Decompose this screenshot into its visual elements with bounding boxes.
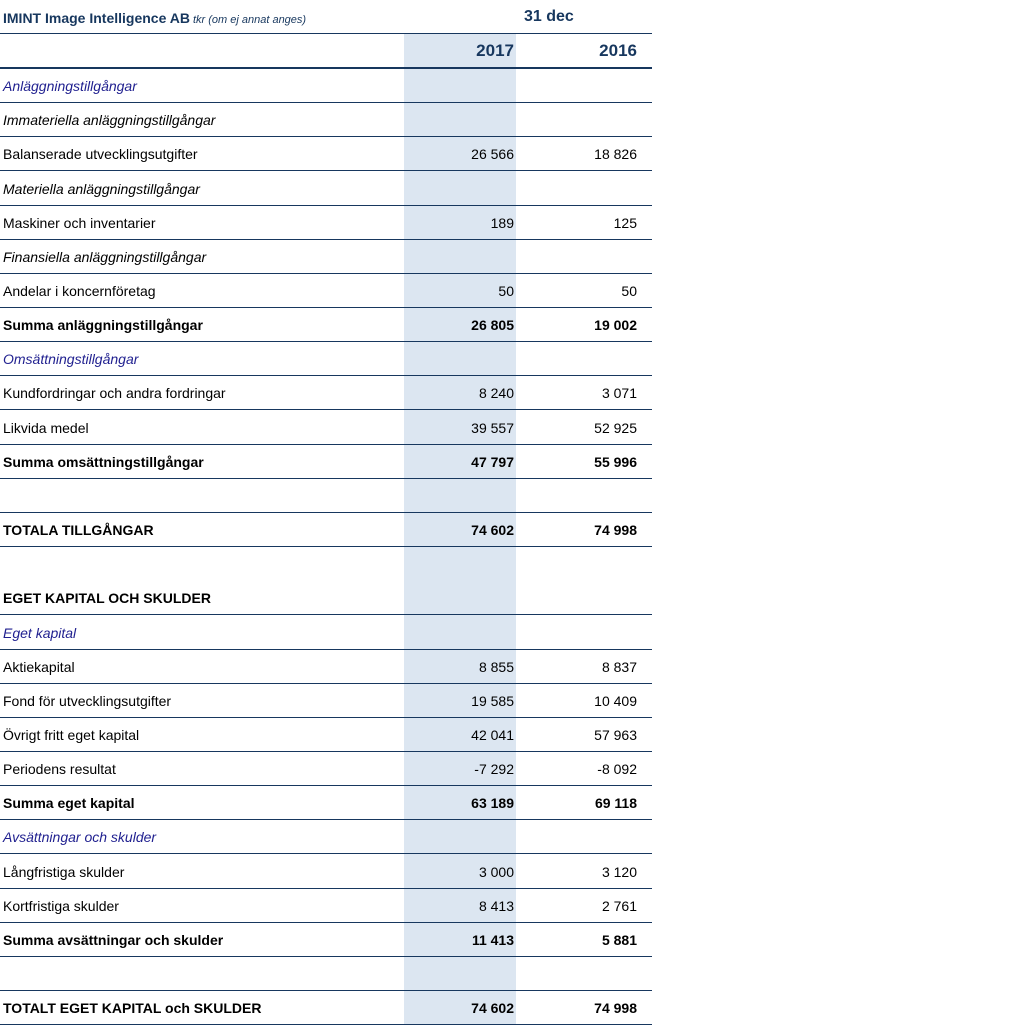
- value-2017: 8 855: [478, 658, 514, 675]
- row-label: Summa eget kapital: [3, 795, 135, 812]
- row-label: Kortfristiga skulder: [3, 897, 119, 914]
- row-label: Summa anläggningstillgångar: [3, 317, 203, 334]
- table-row: [0, 615, 652, 649]
- table-row: [0, 786, 652, 820]
- company-name: IMINT Image Intelligence AB: [3, 10, 190, 26]
- year-header-row: [0, 34, 652, 69]
- value-2017: 3 000: [478, 863, 514, 880]
- row-label: Summa omsättningstillgångar: [3, 453, 204, 470]
- row-label: Omsättningstillgångar: [3, 351, 139, 368]
- table-row: [0, 206, 652, 240]
- row-label: TOTALA TILLGÅNGAR: [3, 522, 154, 539]
- value-2016: 19 002: [594, 317, 637, 334]
- row-label: Eget kapital: [3, 624, 77, 641]
- row-label: Aktiekapital: [3, 658, 75, 675]
- row-label: Periodens resultat: [3, 761, 116, 778]
- table-row: [0, 171, 652, 205]
- table-header: [0, 0, 652, 34]
- row-label: Avsättningar och skulder: [3, 829, 157, 846]
- table-row: [0, 342, 652, 376]
- row-label: Långfristiga skulder: [3, 863, 125, 880]
- value-2016: 5 881: [601, 931, 637, 948]
- table-row: [0, 513, 652, 547]
- year-2016-header: 2016: [599, 41, 637, 60]
- unit-note: tkr (om ej annat anges): [192, 14, 307, 26]
- row-label: Summa avsättningar och skulder: [3, 931, 224, 948]
- company-title: [3, 10, 306, 26]
- row-label: Likvida medel: [3, 419, 89, 436]
- value-2016: 74 998: [594, 522, 637, 539]
- table-row: [0, 650, 652, 684]
- table-row: [0, 957, 652, 991]
- value-2016: 8 837: [601, 658, 637, 675]
- value-2017: 74 602: [471, 522, 514, 539]
- value-2016: 18 826: [594, 146, 637, 163]
- table-row: [0, 752, 652, 786]
- row-label: Finansiella anläggningstillgångar: [3, 248, 207, 265]
- value-2017: 11 413: [471, 931, 514, 948]
- value-2017: 26 566: [471, 146, 514, 163]
- table-row: [0, 69, 652, 103]
- table-row: [0, 889, 652, 923]
- row-label: Fond för utvecklingsutgifter: [3, 692, 172, 709]
- table-row: [0, 718, 652, 752]
- value-2017: 47 797: [471, 453, 514, 470]
- year-2017-header: 2017: [476, 41, 514, 60]
- table-row: [0, 923, 652, 957]
- table-row: [0, 854, 652, 888]
- row-label: Andelar i koncernföretag: [3, 283, 156, 300]
- row-label: TOTALT EGET KAPITAL och SKULDER: [3, 1000, 262, 1017]
- row-label: Immateriella anläggningstillgångar: [3, 112, 216, 129]
- value-2017: 26 805: [471, 317, 514, 334]
- table-row: [0, 547, 652, 581]
- row-label: Övrigt fritt eget kapital: [3, 726, 140, 743]
- row-label: Kundfordringar och andra fordringar: [3, 385, 226, 402]
- value-2016: 125: [613, 214, 637, 231]
- table-row: [0, 581, 652, 615]
- value-2016: 3 071: [601, 385, 637, 402]
- row-label: Maskiner och inventarier: [3, 214, 156, 231]
- table-row: [0, 445, 652, 479]
- date-header: 31 dec: [524, 8, 574, 25]
- table-row: [0, 308, 652, 342]
- value-2017: 74 602: [471, 1000, 514, 1017]
- table-row: [0, 684, 652, 718]
- value-2016: 52 925: [594, 419, 637, 436]
- value-2016: 55 996: [594, 453, 637, 470]
- value-2016: 69 118: [594, 795, 637, 812]
- table-row: [0, 103, 652, 137]
- table-row: [0, 991, 652, 1025]
- value-2016: 2 761: [601, 897, 637, 914]
- row-label: EGET KAPITAL OCH SKULDER: [3, 590, 211, 607]
- value-2017: 19 585: [471, 692, 514, 709]
- value-2016: 10 409: [594, 692, 637, 709]
- table-row: [0, 376, 652, 410]
- table-row: [0, 820, 652, 854]
- value-2017: 50: [498, 283, 514, 300]
- value-2016: 57 963: [594, 726, 637, 743]
- value-2016: 50: [621, 283, 637, 300]
- value-2017: 189: [490, 214, 514, 231]
- table-row: [0, 411, 652, 445]
- row-label: Balanserade utvecklingsutgifter: [3, 146, 198, 163]
- value-2017: 8 240: [478, 385, 514, 402]
- row-label: Anläggningstillgångar: [3, 78, 137, 95]
- table-row: [0, 479, 652, 513]
- value-2017: 42 041: [471, 726, 514, 743]
- table-row: [0, 240, 652, 274]
- value-2016: -8 092: [597, 761, 637, 778]
- value-2017: 63 189: [471, 795, 514, 812]
- table-row: [0, 274, 652, 308]
- value-2017: -7 292: [474, 761, 514, 778]
- value-2016: 3 120: [601, 863, 637, 880]
- value-2017: 8 413: [478, 897, 514, 914]
- row-label: Materiella anläggningstillgångar: [3, 180, 200, 197]
- value-2017: 39 557: [471, 419, 514, 436]
- table-row: [0, 137, 652, 171]
- value-2016: 74 998: [594, 1000, 637, 1017]
